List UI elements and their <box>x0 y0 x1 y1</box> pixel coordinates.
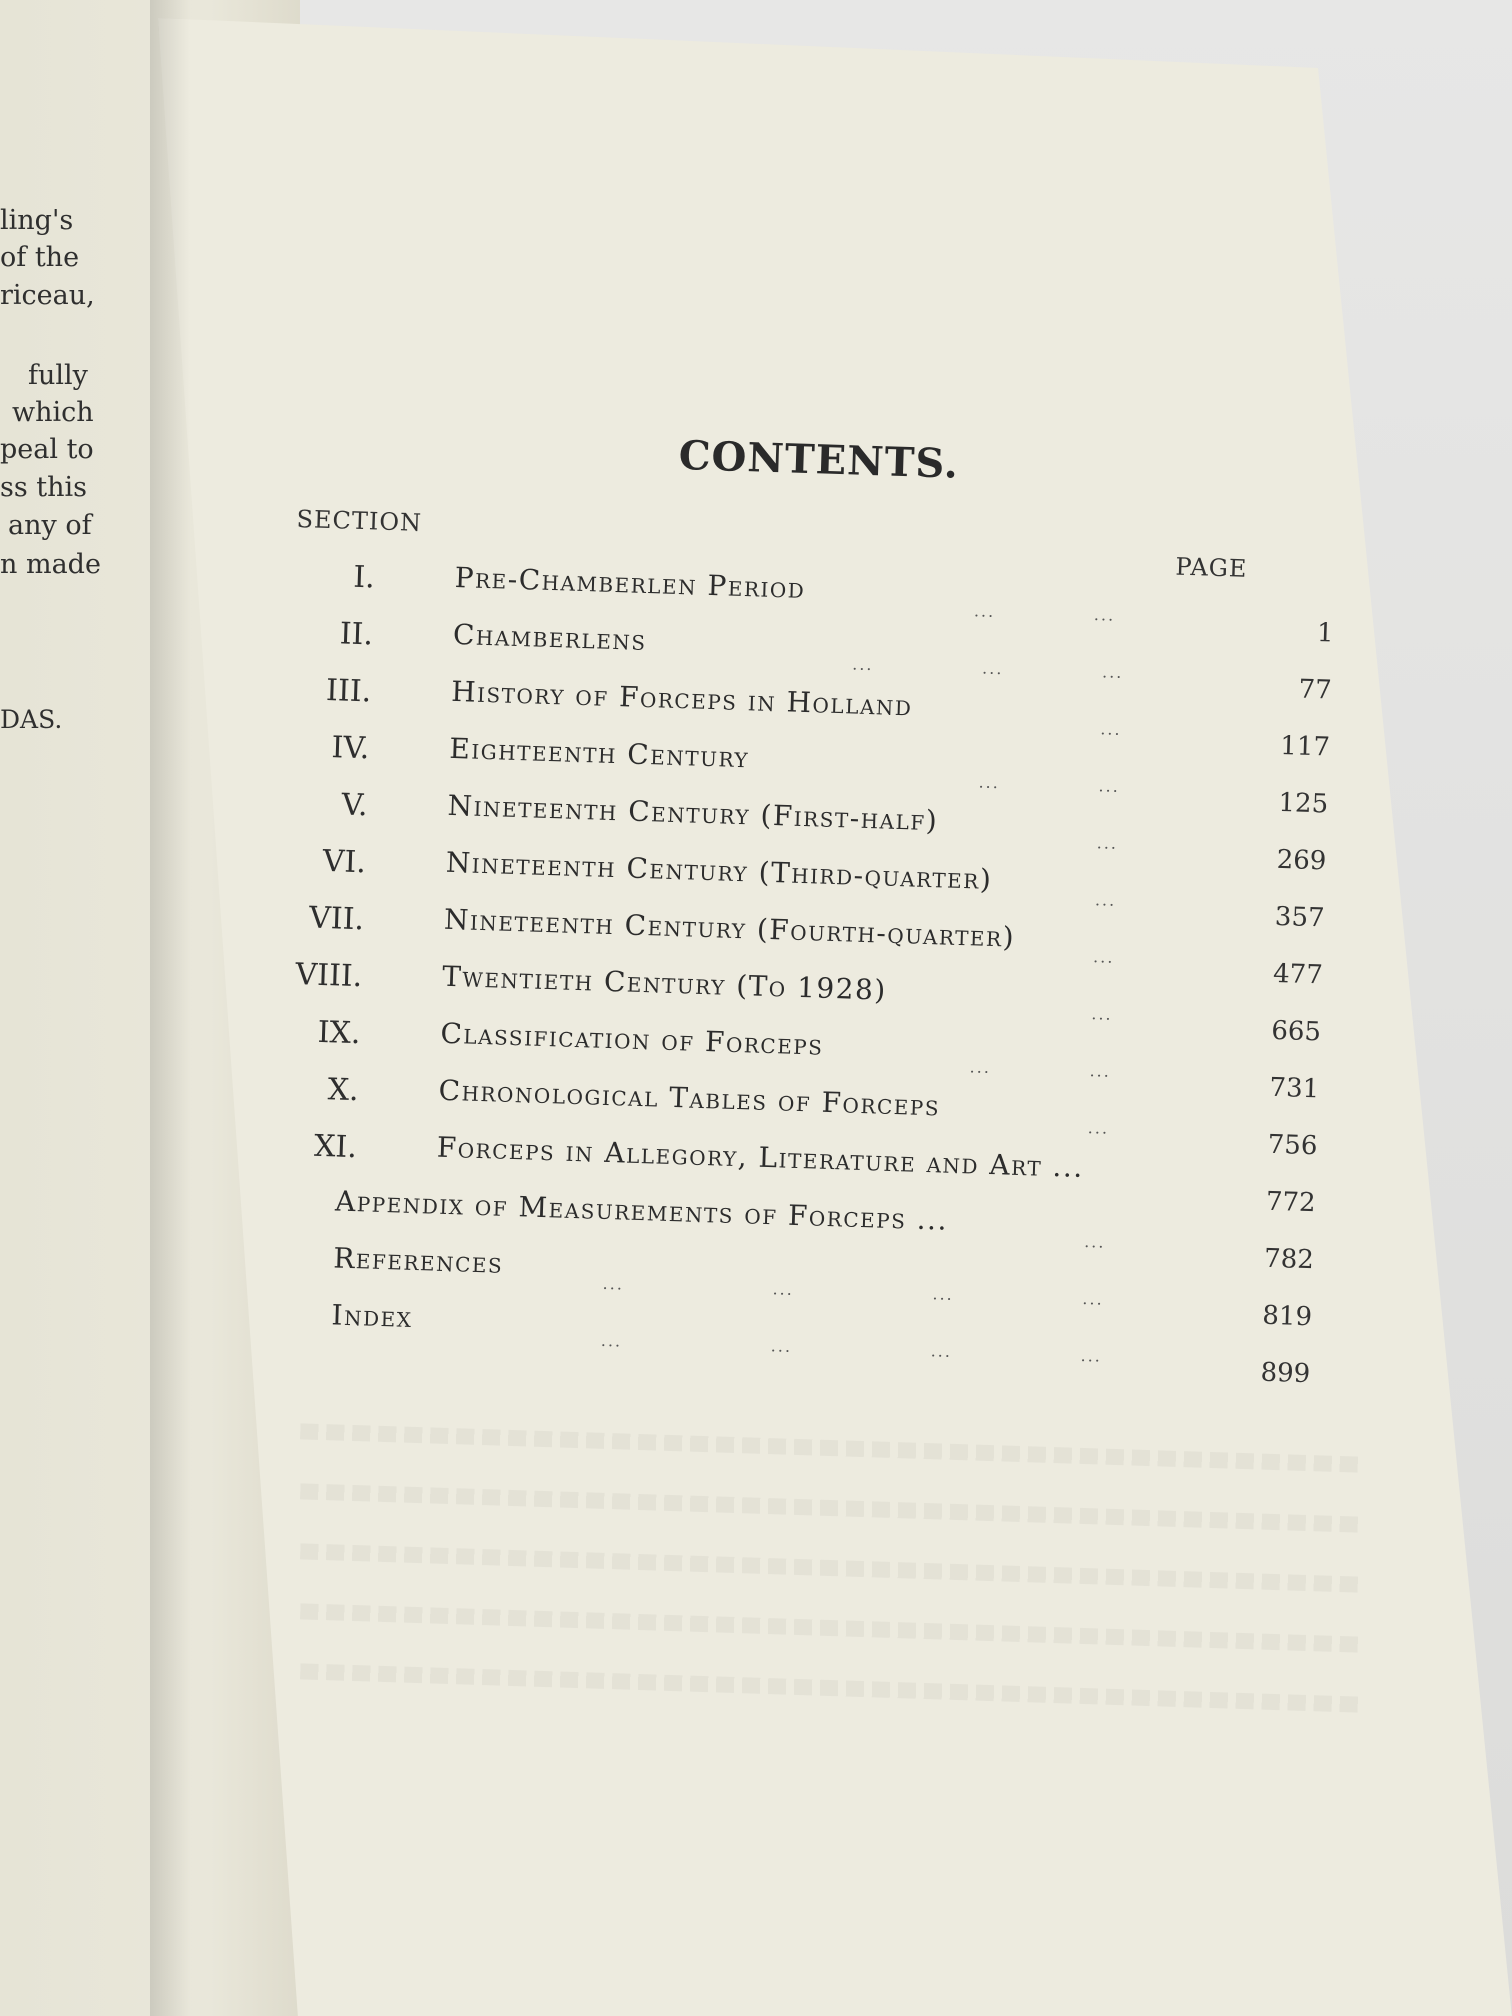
section-title: Classification of Forceps <box>439 1016 825 1062</box>
section-number: X. <box>327 1072 360 1109</box>
dot-leader: ... <box>1083 1232 1106 1252</box>
left-page-text: of the <box>0 242 80 273</box>
page-title: CONTENTS. <box>678 431 960 488</box>
dot-leader: ... <box>1094 890 1117 910</box>
section-number: IX. <box>317 1014 361 1052</box>
page-number: 357 <box>1274 901 1326 934</box>
section-number: VIII. <box>294 957 363 995</box>
dot-leader: ... <box>1096 833 1119 853</box>
section-number: IV. <box>331 730 370 767</box>
dot-leader: ... <box>1091 1004 1113 1024</box>
dot-leader: ... <box>1100 719 1122 739</box>
page-number: 125 <box>1278 787 1329 820</box>
dot-leader: ... <box>600 1330 623 1351</box>
dot-leader: ... <box>981 658 1004 679</box>
page-column-label: PAGE <box>1175 552 1248 583</box>
section-number: VII. <box>308 900 365 938</box>
dot-leader: ... <box>770 1336 793 1356</box>
dot-leader: ... <box>1080 1345 1103 1366</box>
contents-list <box>271 550 1356 1390</box>
page-number: 731 <box>1269 1072 1320 1105</box>
section-title: Nineteenth Century (Fourth-quarter) <box>443 902 1016 954</box>
left-page-text: ling's <box>0 205 74 236</box>
dot-leader: ... <box>930 1341 953 1361</box>
section-title: Chamberlens <box>452 617 648 657</box>
section-number: III. <box>325 672 372 710</box>
dot-leader: ... <box>969 1057 992 1078</box>
dot-leader: ... <box>973 601 996 621</box>
section-title: Eighteenth Century <box>448 731 750 775</box>
left-page-text: which <box>12 397 94 428</box>
dot-leader: ... <box>602 1273 625 1294</box>
section-title: History of Forceps in Holland <box>450 674 914 723</box>
dot-leader: ... <box>978 772 1001 793</box>
section-title: Appendix of Measurements of Forceps ... <box>334 1184 949 1237</box>
left-page-text: n made <box>0 549 101 580</box>
page-number: 665 <box>1270 1015 1322 1048</box>
left-page-text: peal to <box>0 434 94 465</box>
contents-page <box>269 410 1360 1443</box>
section-column-label: SECTION <box>296 504 423 537</box>
dot-leader: ... <box>1082 1289 1105 1309</box>
section-title: Chronological Tables of Forceps <box>438 1073 941 1123</box>
dot-leader: ... <box>1089 1061 1112 1081</box>
gutter-shadow <box>150 0 190 2016</box>
left-page-text: ss this <box>0 472 88 503</box>
section-title: Nineteenth Century (Third-quarter) <box>445 845 993 896</box>
section-number: II. <box>339 616 374 653</box>
page-number: 899 <box>1260 1357 1311 1390</box>
page-number: 1 <box>1316 618 1334 649</box>
dot-leader: ... <box>772 1279 795 1299</box>
page-number: 756 <box>1267 1129 1318 1162</box>
section-title: Twentieth Century (To 1928) <box>441 959 888 1007</box>
page-number: 819 <box>1261 1300 1313 1333</box>
page-number: 117 <box>1279 730 1331 763</box>
dot-leader: ... <box>1087 1118 1110 1138</box>
section-number: XI. <box>313 1128 358 1166</box>
dot-leader: ... <box>1092 947 1115 967</box>
section-number: I. <box>352 559 376 596</box>
left-page-text: DAS. <box>0 705 63 734</box>
section-title: Index <box>331 1298 414 1334</box>
left-page-text: any of <box>8 510 92 541</box>
section-title: References <box>332 1241 504 1280</box>
left-page-text: riceau, <box>0 280 95 311</box>
page-number: 782 <box>1263 1243 1315 1276</box>
left-page-text: fully <box>28 360 88 391</box>
page-number: 772 <box>1265 1186 1317 1219</box>
section-title: Forceps in Allegory, Literature and Art ... <box>436 1130 1085 1184</box>
page-number: 77 <box>1298 674 1333 706</box>
dot-leader: ... <box>1101 662 1124 682</box>
dot-leader: ... <box>932 1284 955 1304</box>
page-number: 477 <box>1272 958 1324 991</box>
dot-leader: ... <box>1093 605 1116 625</box>
section-number: V. <box>341 787 369 824</box>
dot-leader: ... <box>1098 776 1121 796</box>
section-title: Pre-Chamberlen Period <box>454 560 806 605</box>
dot-leader: ... <box>851 654 874 675</box>
section-number: VI. <box>322 843 367 881</box>
section-title: Nineteenth Century (First-half) <box>447 788 939 838</box>
page-number: 269 <box>1276 844 1327 877</box>
